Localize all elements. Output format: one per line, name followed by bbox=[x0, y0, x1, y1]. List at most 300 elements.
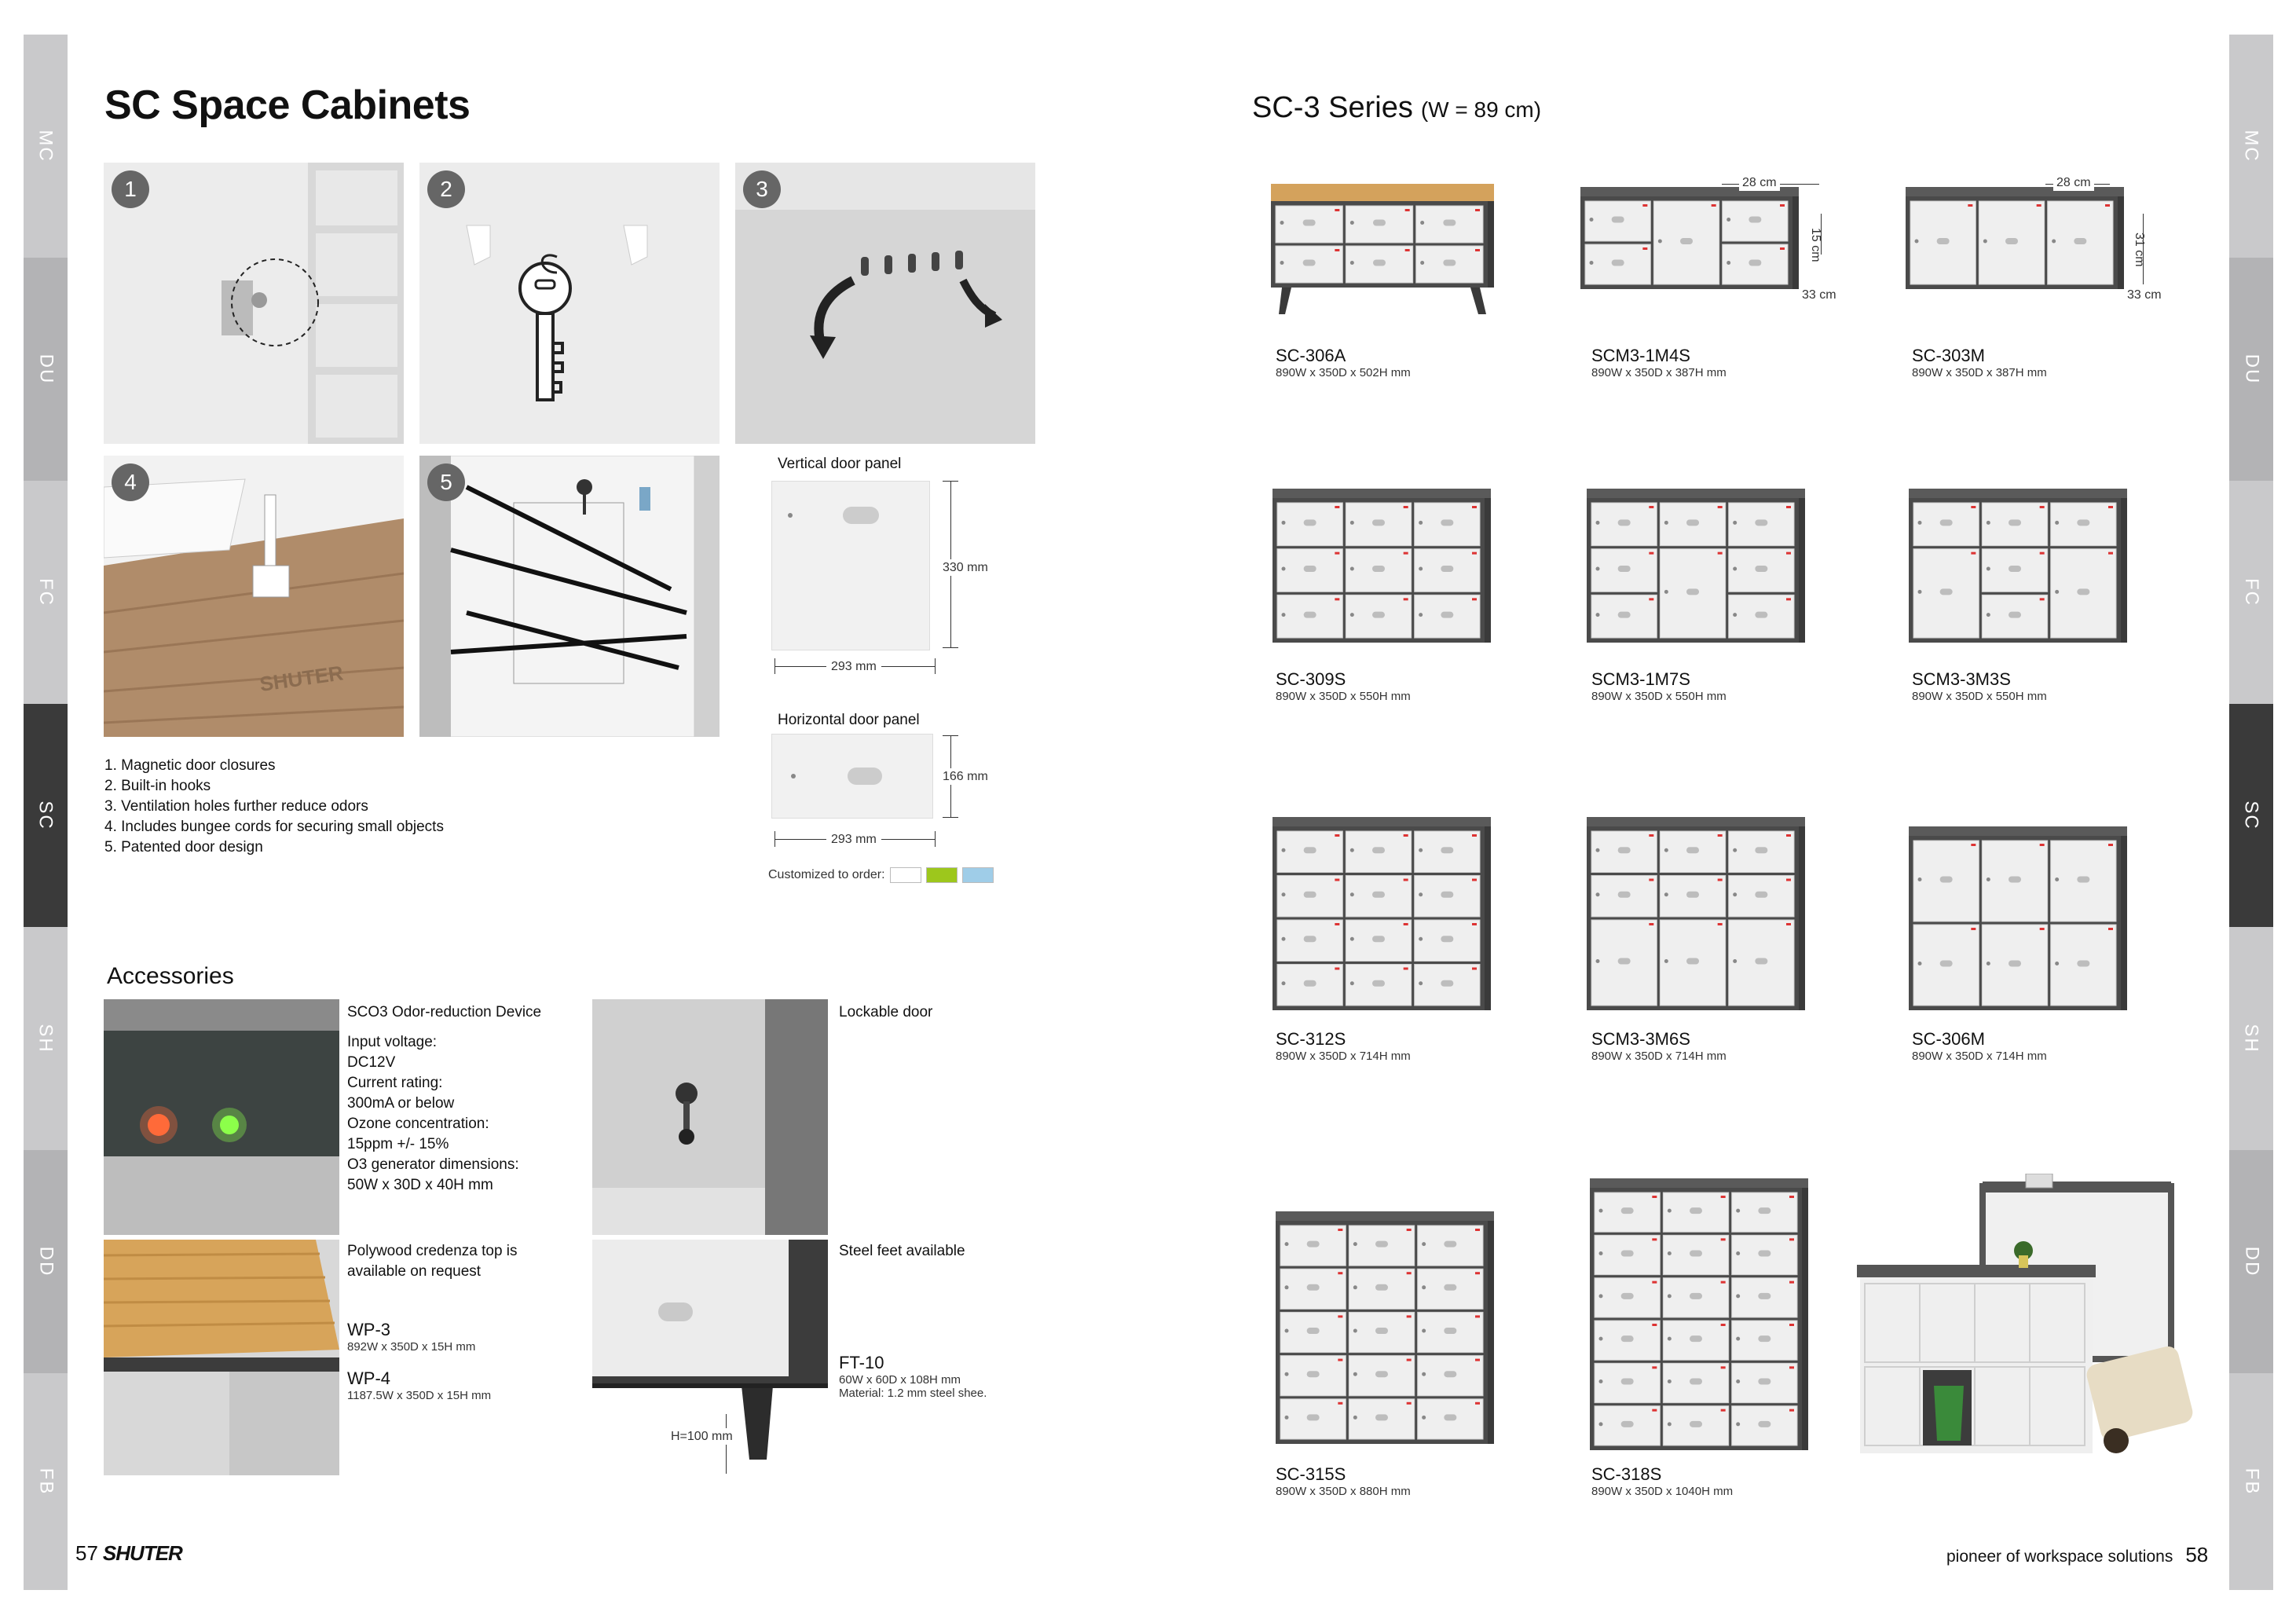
door-vent-dot bbox=[1596, 959, 1600, 963]
product-dim: 890W x 350D x 1040H mm bbox=[1591, 1485, 1734, 1498]
badge-3: 3 bbox=[743, 170, 781, 208]
door-label-tag bbox=[1721, 1366, 1726, 1368]
panel-vent-dot bbox=[788, 513, 793, 518]
door-label-tag bbox=[1721, 1324, 1726, 1326]
feature-item: 4. Includes bungee cords for securing small objects bbox=[104, 819, 444, 835]
door-lock bbox=[1618, 519, 1631, 526]
dim-tick bbox=[774, 831, 775, 847]
dim-label-33a: 33 cm bbox=[1802, 288, 1836, 302]
page-title: SC Space Cabinets bbox=[104, 82, 471, 128]
door-lock bbox=[1749, 217, 1761, 223]
tab-fb-left[interactable]: FB bbox=[24, 1373, 68, 1590]
door-vent-dot bbox=[1282, 937, 1286, 941]
patented-door-design-photo-icon bbox=[419, 456, 720, 737]
cabinet-top bbox=[1273, 489, 1491, 498]
credenza-item-wp4 bbox=[347, 1368, 491, 1402]
wp3-name: WP-3 bbox=[347, 1320, 390, 1339]
product-name: SCM3-3M3S bbox=[1912, 669, 2011, 689]
door-vent-dot bbox=[1727, 218, 1730, 222]
product-dim: 890W x 350D x 550H mm bbox=[1276, 690, 1411, 703]
door-vent-dot bbox=[1350, 567, 1354, 571]
door-vent-dot bbox=[1736, 1294, 1740, 1298]
door-lock bbox=[1307, 1414, 1320, 1420]
door-label-tag bbox=[1786, 834, 1791, 837]
door-label-tag bbox=[1472, 923, 1477, 925]
cabinet-side bbox=[1485, 822, 1491, 1010]
cabinet-scm3-3m6s bbox=[1587, 817, 1805, 1010]
door-lock bbox=[1444, 1241, 1456, 1247]
door-vent-dot bbox=[1664, 590, 1668, 594]
cabinet-top bbox=[1909, 826, 2127, 836]
door-vent-dot bbox=[1658, 240, 1662, 244]
tab-du-right[interactable]: DU bbox=[2229, 258, 2273, 481]
door-lock bbox=[1749, 260, 1761, 266]
door-label-tag bbox=[1405, 209, 1410, 211]
door-vent-dot bbox=[1733, 567, 1737, 571]
odor-device-photo-icon bbox=[104, 999, 339, 1235]
door-label-tag bbox=[1786, 552, 1791, 555]
vertical-panel-label: Vertical door panel bbox=[778, 456, 902, 472]
accessories-title: Accessories bbox=[107, 963, 234, 989]
door-vent-dot bbox=[1918, 877, 1922, 881]
door-lock bbox=[1443, 260, 1456, 266]
left-page-number: 57 bbox=[75, 1541, 98, 1565]
features-list bbox=[104, 756, 444, 858]
cabinet-side bbox=[1488, 189, 1494, 288]
door-label-tag bbox=[1407, 1315, 1412, 1317]
door-vent-dot bbox=[1285, 1285, 1289, 1289]
door-lock bbox=[1621, 1379, 1634, 1385]
right-footer bbox=[1946, 1543, 2208, 1567]
door-lock bbox=[1444, 1284, 1456, 1291]
door-lock bbox=[1304, 936, 1316, 942]
door-vent-dot bbox=[1733, 848, 1737, 852]
bungee-cord-clip-photo-icon bbox=[104, 456, 404, 737]
door-label-tag bbox=[2040, 844, 2045, 846]
door-lock bbox=[1621, 1421, 1634, 1427]
door-vent-dot bbox=[1590, 261, 1594, 265]
door-vent-dot bbox=[1668, 1422, 1672, 1426]
door-lock bbox=[1441, 847, 1453, 853]
door-label-tag bbox=[1338, 1402, 1342, 1405]
dim-tick bbox=[774, 658, 775, 674]
credenza-top-photo-icon bbox=[104, 1240, 339, 1475]
vertical-height-label: 330 mm bbox=[939, 559, 991, 576]
door-label-tag bbox=[1335, 879, 1339, 881]
product-name: SC-306A bbox=[1276, 346, 1346, 365]
cabinet-sc-312s bbox=[1273, 817, 1491, 1010]
door-vent-dot bbox=[1599, 1209, 1603, 1213]
cabinet-top bbox=[1590, 1178, 1808, 1188]
product-name: SCM3-3M6S bbox=[1591, 1029, 1690, 1049]
product-caption bbox=[1591, 1464, 1733, 1498]
tab-mc-left[interactable]: MC bbox=[24, 35, 68, 258]
product-caption bbox=[1912, 669, 2047, 703]
door-vent-dot bbox=[1280, 261, 1284, 265]
left-footer bbox=[75, 1541, 182, 1566]
door-lock bbox=[1372, 936, 1385, 942]
door-lock bbox=[1441, 566, 1453, 572]
tab-sh-right[interactable]: SH bbox=[2229, 927, 2273, 1150]
product-caption bbox=[1912, 346, 2047, 379]
door-lock bbox=[1375, 1284, 1388, 1291]
badge-4: 4 bbox=[112, 463, 149, 501]
dim-tick bbox=[943, 817, 958, 818]
horizontal-panel-label: Horizontal door panel bbox=[778, 712, 920, 728]
door-vent-dot bbox=[1596, 613, 1600, 617]
door-vent-dot bbox=[1736, 1337, 1740, 1341]
panel-lock-slot bbox=[843, 507, 879, 524]
odor-spec-line: 15ppm +/- 15% bbox=[347, 1136, 449, 1152]
product-caption bbox=[1591, 1029, 1727, 1063]
cabinet-drawing-icon bbox=[1906, 187, 2124, 289]
door-lock bbox=[1372, 566, 1385, 572]
door-vent-dot bbox=[1736, 1422, 1740, 1426]
door-lock bbox=[1940, 588, 1953, 595]
door-label-tag bbox=[1475, 1315, 1480, 1317]
door-lock bbox=[1612, 217, 1624, 223]
odor-spec-line: Ozone concentration: bbox=[347, 1116, 489, 1132]
door-lock bbox=[2077, 961, 2089, 967]
door-label-tag bbox=[1338, 1359, 1342, 1361]
ft10-material: Material: 1.2 mm steel shee. bbox=[839, 1387, 987, 1400]
product-dim: 890W x 350D x 550H mm bbox=[1912, 690, 2047, 703]
odor-spec-line: 300mA or below bbox=[347, 1095, 455, 1112]
door-label-tag bbox=[1718, 834, 1723, 837]
svg-text:SHUTER: SHUTER bbox=[258, 661, 345, 696]
door-vent-dot bbox=[1733, 892, 1737, 896]
door-label-tag bbox=[1407, 1402, 1412, 1405]
product-dim: 890W x 350D x 880H mm bbox=[1276, 1485, 1411, 1498]
door-lock bbox=[1680, 238, 1693, 244]
door-label-tag bbox=[1649, 552, 1653, 555]
door-lock bbox=[1375, 1371, 1388, 1377]
door-label-tag bbox=[1712, 204, 1716, 207]
door-label-tag bbox=[1472, 506, 1477, 508]
door-label-tag bbox=[1335, 923, 1339, 925]
door-vent-dot bbox=[1285, 1416, 1289, 1420]
product-dim: 890W x 350D x 502H mm bbox=[1276, 366, 1411, 379]
door-lock bbox=[1940, 877, 1953, 883]
door-vent-dot bbox=[1285, 1329, 1289, 1333]
door-label-tag bbox=[1338, 1272, 1342, 1274]
product-name: SCM3-1M4S bbox=[1591, 346, 1690, 365]
cabinet-drawing-icon bbox=[1909, 489, 2127, 643]
tab-dd-left[interactable]: DD bbox=[24, 1150, 68, 1373]
product-name: SC-306M bbox=[1912, 1029, 1985, 1049]
door-vent-dot bbox=[1350, 261, 1354, 265]
door-lock bbox=[1373, 220, 1386, 226]
door-label-tag bbox=[1404, 506, 1408, 508]
door-label-tag bbox=[1971, 928, 1976, 930]
door-vent-dot bbox=[1599, 1294, 1603, 1298]
door-lock bbox=[1621, 1335, 1634, 1342]
dim-tick bbox=[943, 481, 958, 482]
door-lock bbox=[1612, 260, 1624, 266]
brand-logo: SHUTER bbox=[102, 1541, 182, 1565]
door-vent-dot bbox=[1282, 567, 1286, 571]
door-lock bbox=[1755, 958, 1767, 965]
door-lock bbox=[1755, 892, 1767, 898]
door-lock bbox=[2009, 612, 2021, 618]
door-lock bbox=[1304, 566, 1316, 572]
door-label-tag bbox=[2040, 598, 2045, 600]
door-lock bbox=[2009, 877, 2021, 883]
door-label-tag bbox=[1721, 1409, 1726, 1412]
door-lock bbox=[1304, 892, 1316, 898]
feature-item: 1. Magnetic door closures bbox=[104, 757, 276, 774]
door-label-tag bbox=[1404, 834, 1408, 837]
door-vent-dot bbox=[1282, 521, 1286, 525]
door-vent-dot bbox=[1987, 613, 1990, 617]
door-vent-dot bbox=[1668, 1294, 1672, 1298]
odor-device-title: SCO3 Odor-reduction Device bbox=[347, 1004, 542, 1020]
door-label-tag bbox=[1407, 1229, 1412, 1231]
cabinet-drawing-icon bbox=[1271, 184, 1494, 314]
door-label-tag bbox=[1789, 1324, 1794, 1326]
cabinet-top bbox=[1276, 1211, 1494, 1221]
door-lock bbox=[1444, 1414, 1456, 1420]
door-label-tag bbox=[2040, 552, 2045, 555]
door-label-tag bbox=[1789, 1238, 1794, 1240]
tab-fc-left[interactable]: FC bbox=[24, 481, 68, 704]
door-vent-dot bbox=[1733, 959, 1737, 963]
panel-lock-slot bbox=[848, 768, 882, 785]
odor-spec-line: O3 generator dimensions: bbox=[347, 1156, 519, 1173]
credenza-info bbox=[347, 1241, 567, 1282]
door-lock bbox=[1690, 1251, 1702, 1257]
door-vent-dot bbox=[1599, 1251, 1603, 1255]
door-label-tag bbox=[1649, 834, 1653, 837]
tab-sc-right[interactable]: SC bbox=[2229, 704, 2273, 927]
cabinet-drawing-icon bbox=[1276, 1211, 1494, 1444]
door-lock bbox=[1690, 1293, 1702, 1299]
door-lock bbox=[1304, 612, 1316, 618]
product-name: SC-312S bbox=[1276, 1029, 1346, 1049]
door-label-tag bbox=[1649, 923, 1653, 925]
door-label-tag bbox=[1780, 204, 1785, 207]
door-label-tag bbox=[2108, 552, 2113, 555]
door-label-tag bbox=[1721, 1281, 1726, 1284]
door-lock bbox=[1441, 612, 1453, 618]
door-label-tag bbox=[1335, 598, 1339, 600]
door-label-tag bbox=[1721, 1196, 1726, 1198]
door-label-tag bbox=[1472, 834, 1477, 837]
door-label-tag bbox=[1652, 1366, 1657, 1368]
door-vent-dot bbox=[1350, 521, 1354, 525]
door-lock bbox=[1373, 260, 1386, 266]
door-label-tag bbox=[2040, 928, 2045, 930]
door-label-tag bbox=[2040, 506, 2045, 508]
product-caption bbox=[1276, 1464, 1411, 1498]
door-label-tag bbox=[1789, 1196, 1794, 1198]
cabinet-drawing-icon bbox=[1273, 489, 1491, 643]
door-label-tag bbox=[1335, 209, 1339, 211]
door-vent-dot bbox=[1918, 590, 1922, 594]
door-label-tag bbox=[1971, 844, 1976, 846]
odor-spec-line: DC12V bbox=[347, 1054, 396, 1071]
door-label-tag bbox=[1475, 1272, 1480, 1274]
door-label-tag bbox=[1404, 552, 1408, 555]
door-vent-dot bbox=[1422, 1372, 1426, 1376]
door-label-tag bbox=[1405, 249, 1410, 251]
door-lock bbox=[1441, 519, 1453, 526]
door-lock bbox=[1307, 1371, 1320, 1377]
door-vent-dot bbox=[1419, 848, 1423, 852]
dim-tick bbox=[943, 735, 958, 736]
product-caption bbox=[1276, 346, 1411, 379]
cabinet-side bbox=[1488, 1216, 1494, 1444]
door-vent-dot bbox=[1419, 981, 1423, 985]
feature-photo-2 bbox=[419, 163, 720, 444]
dim-tick bbox=[935, 831, 936, 847]
tab-sh-left[interactable]: SH bbox=[24, 927, 68, 1150]
door-label-tag bbox=[1472, 552, 1477, 555]
door-vent-dot bbox=[1422, 1285, 1426, 1289]
door-label-tag bbox=[1338, 1315, 1342, 1317]
feature-photo-3 bbox=[735, 163, 1035, 444]
customized-label: Customized to order: bbox=[768, 868, 885, 881]
door-label-tag bbox=[1786, 923, 1791, 925]
door-label-tag bbox=[1652, 1281, 1657, 1284]
tab-sc-left[interactable]: SC bbox=[24, 704, 68, 927]
door-label-tag bbox=[1789, 1281, 1794, 1284]
cabinet-top bbox=[1587, 817, 1805, 826]
door-label-tag bbox=[1786, 879, 1791, 881]
door-label-tag bbox=[1335, 249, 1339, 251]
cabinet-scm3-3m3s bbox=[1909, 489, 2127, 643]
door-label-tag bbox=[1652, 1324, 1657, 1326]
door-vent-dot bbox=[1599, 1337, 1603, 1341]
tab-fc-right[interactable]: FC bbox=[2229, 481, 2273, 704]
door-lock bbox=[1940, 961, 1953, 967]
badge-2: 2 bbox=[427, 170, 465, 208]
door-label-tag bbox=[1335, 834, 1339, 837]
dim-label-28a: 28 cm bbox=[1739, 174, 1780, 191]
door-label-tag bbox=[1472, 879, 1477, 881]
door-vent-dot bbox=[1987, 567, 1990, 571]
swatch-green bbox=[926, 867, 958, 883]
cabinet-sc-306a bbox=[1271, 184, 1494, 314]
door-vent-dot bbox=[1668, 1337, 1672, 1341]
odor-spec-line: Input voltage: bbox=[347, 1034, 438, 1050]
door-vent-dot bbox=[1668, 1209, 1672, 1213]
credenza-title-line: available on request bbox=[347, 1263, 482, 1280]
door-lock bbox=[1686, 847, 1699, 853]
product-caption bbox=[1591, 669, 1727, 703]
cabinet-top bbox=[1271, 184, 1494, 201]
door-label-tag bbox=[1407, 1359, 1412, 1361]
cabinet-sc-315s bbox=[1276, 1211, 1494, 1444]
door-label-tag bbox=[1475, 1229, 1480, 1231]
door-label-tag bbox=[1971, 552, 1976, 555]
door-lock bbox=[1441, 936, 1453, 942]
door-vent-dot bbox=[1350, 937, 1354, 941]
door-lock bbox=[1375, 1414, 1388, 1420]
door-vent-dot bbox=[1596, 892, 1600, 896]
door-vent-dot bbox=[1590, 218, 1594, 222]
door-vent-dot bbox=[1918, 521, 1922, 525]
door-lock bbox=[1686, 958, 1699, 965]
door-label-tag bbox=[2105, 204, 2110, 207]
door-vent-dot bbox=[1668, 1379, 1672, 1383]
dim-label-31: 31 cm bbox=[2133, 233, 2146, 267]
door-lock bbox=[1441, 892, 1453, 898]
door-label-tag bbox=[1652, 1196, 1657, 1198]
door-vent-dot bbox=[1280, 221, 1284, 225]
door-label-tag bbox=[2108, 928, 2113, 930]
door-lock bbox=[2077, 588, 2089, 595]
door-lock bbox=[1372, 519, 1385, 526]
door-vent-dot bbox=[1733, 521, 1737, 525]
door-lock bbox=[1375, 1241, 1388, 1247]
door-vent-dot bbox=[1987, 521, 1990, 525]
odor-device-photo bbox=[104, 999, 339, 1235]
cabinet-side bbox=[1802, 1183, 1808, 1450]
door-lock bbox=[2009, 566, 2021, 572]
door-vent-dot bbox=[1422, 1242, 1426, 1246]
door-vent-dot bbox=[1915, 240, 1919, 244]
door-vent-dot bbox=[1422, 1416, 1426, 1420]
door-vent-dot bbox=[1353, 1416, 1357, 1420]
door-lock bbox=[1304, 847, 1316, 853]
door-label-tag bbox=[1642, 204, 1647, 207]
door-vent-dot bbox=[1353, 1242, 1357, 1246]
cabinet-lifestyle-scene-icon bbox=[1857, 1174, 2203, 1467]
door-lock bbox=[1690, 1207, 1702, 1214]
door-vent-dot bbox=[1664, 959, 1668, 963]
door-vent-dot bbox=[1668, 1251, 1672, 1255]
door-vent-dot bbox=[1282, 892, 1286, 896]
door-vent-dot bbox=[1727, 261, 1730, 265]
ft10-name: FT-10 bbox=[839, 1353, 884, 1372]
right-page-number: 58 bbox=[2185, 1543, 2209, 1566]
door-vent-dot bbox=[2055, 962, 2059, 965]
door-lock bbox=[2077, 877, 2089, 883]
tab-mc-right[interactable]: MC bbox=[2229, 35, 2273, 258]
wp4-dim: 1187.5W x 350D x 15H mm bbox=[347, 1389, 492, 1402]
tab-dd-right[interactable]: DD bbox=[2229, 1150, 2273, 1373]
credenza-photo bbox=[104, 1240, 339, 1475]
door-vent-dot bbox=[1596, 567, 1600, 571]
door-vent-dot bbox=[1350, 981, 1354, 985]
door-label-tag bbox=[1968, 204, 1972, 207]
cabinet-leg bbox=[1470, 288, 1486, 314]
door-label-tag bbox=[1475, 209, 1480, 211]
tab-fb-right[interactable]: FB bbox=[2229, 1373, 2273, 1590]
door-vent-dot bbox=[1282, 848, 1286, 852]
door-lock bbox=[1621, 1251, 1634, 1257]
door-lock bbox=[1304, 980, 1316, 987]
product-dim: 890W x 350D x 714H mm bbox=[1276, 1050, 1411, 1063]
tab-du-left[interactable]: DU bbox=[24, 258, 68, 481]
door-label-tag bbox=[1404, 879, 1408, 881]
door-lock bbox=[1618, 958, 1631, 965]
horizontal-width-label: 293 mm bbox=[826, 831, 881, 848]
door-vent-dot bbox=[1736, 1209, 1740, 1213]
door-lock bbox=[1303, 260, 1316, 266]
product-caption bbox=[1591, 346, 1727, 379]
door-lock bbox=[1304, 519, 1316, 526]
door-label-tag bbox=[1786, 506, 1791, 508]
door-lock bbox=[2074, 238, 2086, 244]
swatch-blue bbox=[962, 867, 994, 883]
door-label-tag bbox=[1642, 247, 1647, 250]
product-name: SC-318S bbox=[1591, 1464, 1662, 1484]
door-vent-dot bbox=[2055, 590, 2059, 594]
door-lock bbox=[1940, 519, 1953, 526]
horizontal-height-label: 166 mm bbox=[939, 768, 991, 785]
